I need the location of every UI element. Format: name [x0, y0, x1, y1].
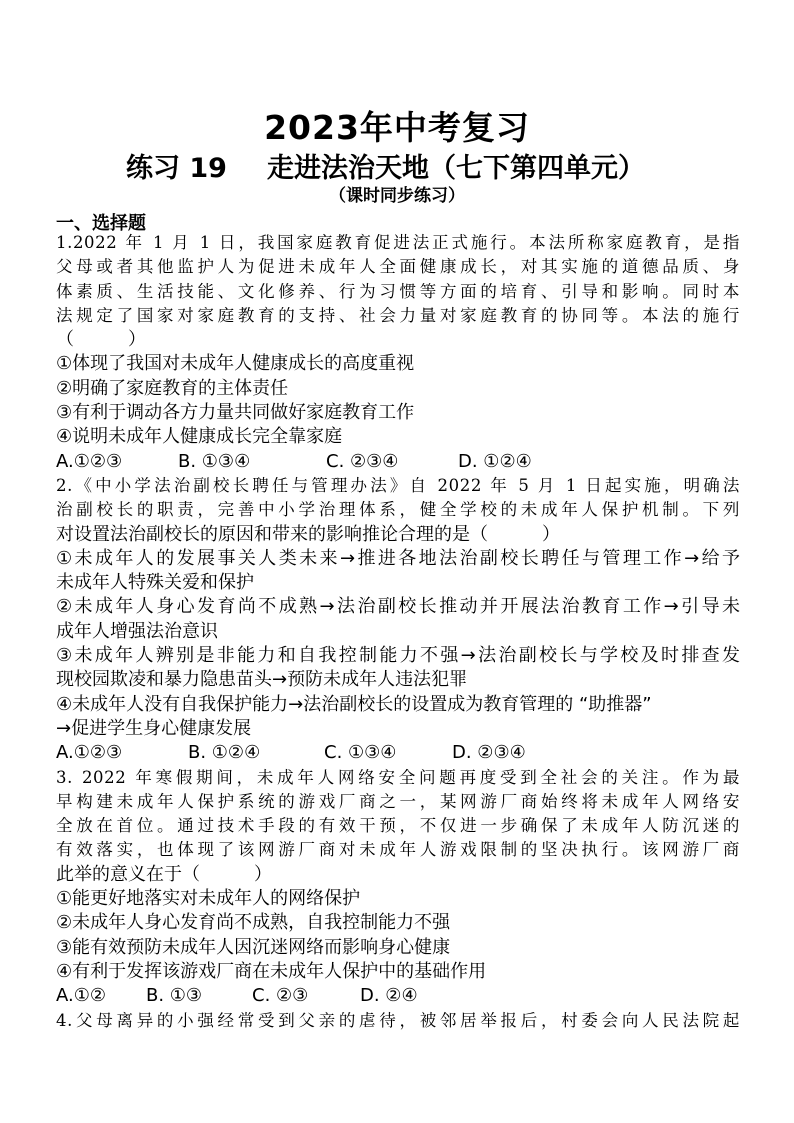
question-3-line: 早构建未成年人保护系统的游戏厂商之一，某网游厂商始终将未成年人网络安	[56, 791, 740, 811]
option-c: C. ①③④	[324, 742, 397, 764]
question-3-line: 有效落实，也体现了该网游厂商对未成年人游戏限制的坚决执行。该网游厂商	[56, 840, 740, 860]
section-heading: 一、选择题	[56, 213, 146, 234]
question-2-line: 2.《中小学法治副校长聘任与管理办法》自 2022 年 5 月 1 日起实施，明确法	[56, 475, 740, 495]
question-3-item: ②未成年人身心发育尚不成熟，自我控制能力不强	[56, 912, 451, 934]
question-2-line: 治副校长的职责，完善中小学治理体系，健全学校的未成年人保护机制。下列	[56, 500, 740, 520]
option-a: A.①②③	[56, 742, 123, 764]
question-1-item: ②明确了家庭教育的主体责任	[56, 377, 289, 399]
question-1-line: 体素质、生活技能、文化修养、行为习惯等方面的培育、引导和影响。同时本	[56, 281, 740, 301]
option-d: D. ①②④	[458, 450, 532, 472]
option-c: C. ②③④	[326, 450, 399, 472]
question-body	[56, 231, 740, 1033]
question-3-item: ④有利于发挥该游戏厂商在未成年人保护中的基础作用	[56, 960, 487, 982]
question-3-line: 全放在首位。通过技术手段的有效干预，不仅进一步确保了未成年人防沉迷的	[56, 816, 740, 836]
question-3-line: 3. 2022 年寒假期间，未成年人网络安全问题再度受到全社会的关注。作为最	[56, 767, 740, 787]
question-3-options	[56, 984, 740, 1008]
question-1-line: 父母或者其他监护人为促进未成年人全面健康成长，对其实施的道德品质、身	[56, 257, 740, 277]
question-3-item: ①能更好地落实对未成年人的网络保护	[56, 888, 361, 910]
question-1-options	[56, 450, 740, 474]
question-3-item: ③能有效预防未成年人因沉迷网络而影响身心健康	[56, 936, 451, 958]
exercise-note: （课时同步练习）	[329, 186, 465, 206]
option-b: B. ①②④	[188, 742, 261, 764]
answer-blank: （ ）	[56, 329, 146, 351]
exercise-topic: 走进法治天地（七下第四单元）	[266, 153, 645, 184]
option-b: B. ①③④	[178, 450, 251, 472]
question-2-item: ①未成年人的发展事关人类未来→推进各地法治副校长聘任与管理工作→给予	[56, 547, 740, 569]
option-d: D. ②④	[360, 985, 418, 1007]
question-2-line: 对设置法治副校长的原因和带来的影响推论合理的是（ ）	[56, 523, 560, 545]
option-a: A.①②③	[56, 450, 123, 472]
question-2-item: ④未成年人没有自我保护能力→法治副校长的设置成为教育管理的 “助推器”	[56, 693, 652, 715]
question-2-item: 成年人增强法治意识	[56, 620, 218, 642]
question-1-line: 1.2022 年 1 月 1 日，我国家庭教育促进法正式施行。本法所称家庭教育，是指	[56, 233, 740, 252]
question-4-line: 4.父母离异的小强经常受到父亲的虐待，被邻居举报后，村委会向人民法院起	[56, 1010, 740, 1030]
question-1-line: 法规定了国家对家庭教育的支持、社会力量对家庭教育的协同等。本法的施行	[56, 305, 740, 325]
page-title: 2023年中考复习	[264, 108, 530, 147]
exercise-subtitle	[120, 146, 645, 185]
exercise-number: 练习 19	[126, 153, 227, 184]
question-3-line: 此举的意义在于（ ）	[56, 863, 272, 885]
question-2-item: ②未成年人身心发育尚不成熟→法治副校长推动并开展法治教育工作→引导未	[56, 596, 740, 618]
option-c: C. ②③	[252, 985, 309, 1007]
option-d: D. ②③④	[452, 742, 526, 764]
question-1-item: ④说明未成年人健康成长完全靠家庭	[56, 426, 343, 448]
question-2-item: 未成年人特殊关爱和保护	[56, 572, 254, 594]
option-b: B. ①③	[146, 985, 203, 1007]
question-2-item: →促进学生身心健康发展	[56, 717, 252, 739]
question-1-item: ③有利于调动各方力量共同做好家庭教育工作	[56, 402, 415, 424]
question-1-item: ①体现了我国对未成年人健康成长的高度重视	[56, 353, 415, 375]
question-2-item: ③未成年人辨别是非能力和自我控制能力不强→法治副校长与学校及时排查发	[56, 645, 740, 667]
option-a: A.①②	[56, 985, 106, 1007]
question-2-options	[56, 741, 740, 765]
question-2-item: 现校园欺凌和暴力隐患苗头→预防未成年人违法犯罪	[56, 669, 468, 691]
